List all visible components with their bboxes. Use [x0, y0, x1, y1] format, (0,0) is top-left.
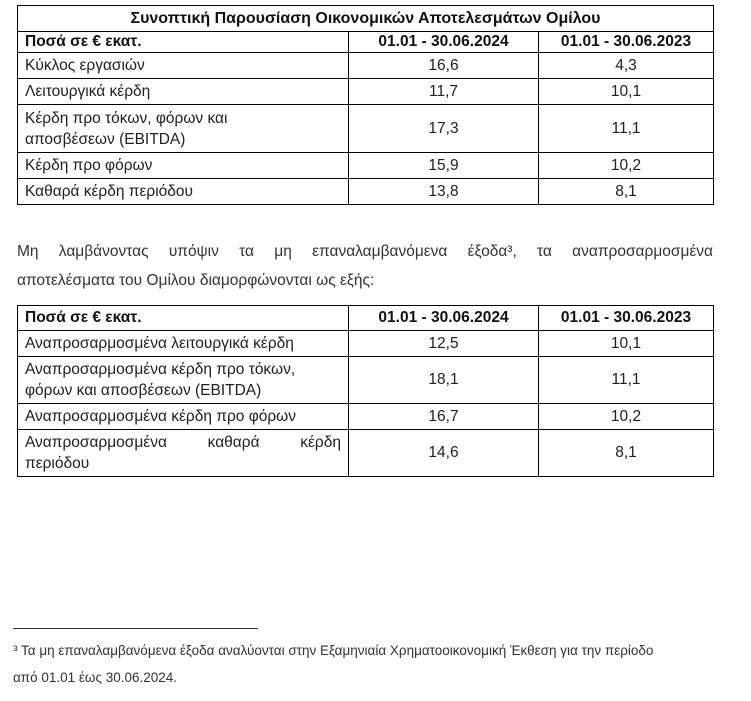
value-2024: 15,9 — [349, 153, 539, 179]
group-results-summary-table — [17, 5, 714, 205]
row-label: Καθαρά κέρδη περιόδου — [18, 179, 349, 205]
footnote-line1: ³ Τα μη επαναλαμβανόμενα έξοδα αναλύονται στην Εξαμηνιαία Χρηματοοικονομική Έκθεση για την περίοδο — [13, 643, 654, 658]
table-row — [18, 153, 714, 179]
row-label — [18, 357, 349, 404]
value-2024: 12,5 — [349, 331, 539, 357]
table-row — [18, 331, 714, 357]
column-header-amounts: Ποσά σε € εκατ. — [18, 306, 349, 331]
table-row — [18, 53, 714, 79]
row-label: Λειτουργικά κέρδη — [18, 79, 349, 105]
value-2023: 4,3 — [539, 53, 714, 79]
table-row — [18, 105, 714, 153]
footnote — [13, 637, 725, 691]
paragraph-line2: αποτελέσματα του Ομίλου διαμορφώνονται ως εξής: — [17, 272, 375, 289]
adjusted-results-table — [17, 305, 714, 477]
table-row — [18, 179, 714, 205]
value-2023: 11,1 — [539, 357, 714, 404]
row-label — [18, 430, 349, 477]
table-row — [18, 357, 714, 404]
row-label-line2: φόρων και αποσβέσεων (EBITDA) — [25, 382, 262, 399]
value-2024: 18,1 — [349, 357, 539, 404]
value-2024: 16,6 — [349, 53, 539, 79]
value-2023: 10,1 — [539, 79, 714, 105]
table-title: Συνοπτική Παρουσίαση Οικονομικών Αποτελεσμάτων Ομίλου — [18, 6, 714, 32]
column-header-period-2024: 01.01 - 30.06.2024 — [349, 306, 539, 331]
row-label — [18, 105, 349, 153]
row-label-line1: Αναπροσαρμοσμένα κέρδη προ τόκων, — [25, 361, 296, 378]
row-label-line2: αποσβέσεων (EBITDA) — [25, 130, 186, 148]
value-2023: 10,2 — [539, 153, 714, 179]
column-header-period-2024: 01.01 - 30.06.2024 — [349, 32, 539, 53]
footnote-separator — [13, 628, 258, 629]
table-row — [18, 79, 714, 105]
value-2024: 11,7 — [349, 79, 539, 105]
value-2024: 17,3 — [349, 105, 539, 153]
value-2023: 10,1 — [539, 331, 714, 357]
column-header-amounts: Ποσά σε € εκατ. — [18, 32, 349, 53]
row-label-line1: Κέρδη προ τόκων, φόρων και — [25, 109, 228, 127]
column-header-period-2023: 01.01 - 30.06.2023 — [539, 306, 714, 331]
row-label: Αναπροσαρμοσμένα λειτουργικά κέρδη — [18, 331, 349, 357]
table-header-row — [18, 306, 714, 331]
footnote-line2: από 01.01 έως 30.06.2024. — [13, 670, 178, 685]
value-2024: 16,7 — [349, 404, 539, 430]
value-2023: 10,2 — [539, 404, 714, 430]
value-2023: 8,1 — [539, 430, 714, 477]
body-paragraph — [17, 237, 713, 295]
table-row — [18, 430, 714, 477]
value-2023: 11,1 — [539, 105, 714, 153]
row-label: Αναπροσαρμοσμένα κέρδη προ φόρων — [18, 404, 349, 430]
row-label: Κέρδη προ φόρων — [18, 153, 349, 179]
table-header-row — [18, 32, 714, 53]
row-label-line2: περιόδου — [25, 455, 90, 472]
column-header-period-2023: 01.01 - 30.06.2023 — [539, 32, 714, 53]
row-label-line1: Αναπροσαρμοσμένα καθαρά κέρδη — [25, 434, 341, 451]
row-label: Κύκλος εργασιών — [18, 53, 349, 79]
value-2023: 8,1 — [539, 179, 714, 205]
paragraph-line1: Μη λαμβάνοντας υπόψιν τα μη επαναλαμβανόμενα έξοδα³, τα αναπροσαρμοσμένα — [17, 243, 713, 260]
value-2024: 13,8 — [349, 179, 539, 205]
table-row — [18, 404, 714, 430]
value-2024: 14,6 — [349, 430, 539, 477]
table-title-row — [18, 6, 714, 32]
